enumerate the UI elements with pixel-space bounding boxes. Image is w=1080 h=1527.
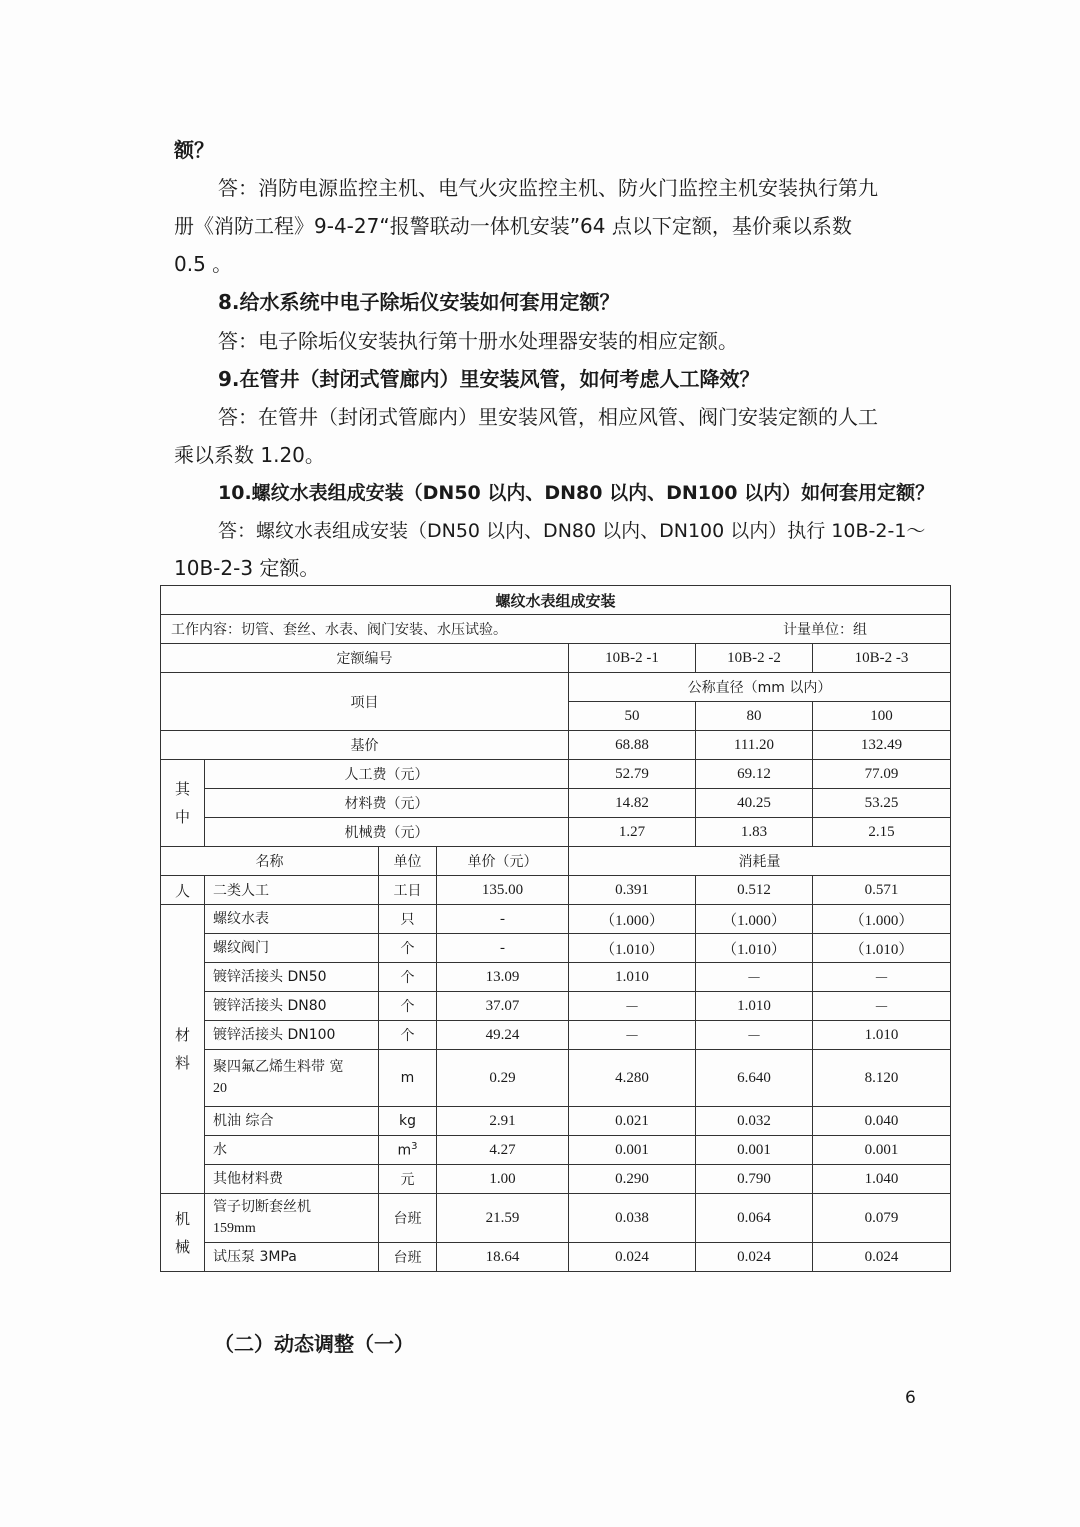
item-name-text-2: 20 xyxy=(213,1081,227,1096)
consumption-cell: － xyxy=(569,992,696,1021)
code-cell: 10B-2 -2 xyxy=(696,644,813,673)
item-name-text: 镀锌活接头 DN100 xyxy=(213,1027,336,1043)
consumption-cell: － xyxy=(569,1021,696,1050)
cost-cell: 40.25 xyxy=(696,789,813,818)
quota-table xyxy=(160,585,951,1272)
item-unit-text: 个 xyxy=(400,999,415,1015)
item-unit-text: kg xyxy=(399,1113,416,1129)
item-unit xyxy=(379,1165,437,1194)
question-10: 10.螺纹水表组成安装（DN50 以内、DN80 以内、DN100 以内）如何套用定额？ xyxy=(218,482,935,504)
consumption-cell: 0.024 xyxy=(813,1243,951,1272)
item-unit xyxy=(379,1107,437,1136)
item-price: 13.09 xyxy=(437,963,569,992)
labor-row xyxy=(161,876,951,905)
item-unit xyxy=(379,1021,437,1050)
consumption-cell: 0.290 xyxy=(569,1165,696,1194)
unit-header: 单位 xyxy=(379,847,437,876)
item-name xyxy=(205,934,379,963)
of-which-label xyxy=(161,760,205,847)
consumption-cell: 0.079 xyxy=(813,1194,951,1243)
item-unit xyxy=(379,1050,437,1107)
price-header: 单价（元） xyxy=(437,847,569,876)
item-unit-superscript: 3 xyxy=(411,1141,418,1153)
consumption-cell: （1.000） xyxy=(569,905,696,934)
item-unit-text: 只 xyxy=(400,912,415,928)
item-price: 21.59 xyxy=(437,1194,569,1243)
measurement-unit: 计量单位：组 xyxy=(783,622,867,638)
material-row xyxy=(161,934,951,963)
item-name: 二类人工 xyxy=(205,876,379,905)
material-row xyxy=(161,992,951,1021)
cost-cell: 1.83 xyxy=(696,818,813,847)
consumption-cell: 0.512 xyxy=(696,876,813,905)
consumption-cell: （1.000） xyxy=(813,905,951,934)
cost-label: 材料费（元） xyxy=(205,789,569,818)
diameter-cell: 80 xyxy=(696,702,813,731)
code-label: 定额编号 xyxy=(161,644,569,673)
consumption-cell: 4.280 xyxy=(569,1050,696,1107)
consumption-cell: 0.032 xyxy=(696,1107,813,1136)
item-price: 4.27 xyxy=(437,1136,569,1165)
item-price: 1.00 xyxy=(437,1165,569,1194)
item-name-text-2: 159mm xyxy=(213,1221,256,1236)
consumption-cell: 0.040 xyxy=(813,1107,951,1136)
consumption-cell: 0.038 xyxy=(569,1194,696,1243)
question-8: 8.给水系统中电子除垢仪安装如何套用定额？ xyxy=(218,290,620,314)
material-row xyxy=(161,905,951,934)
consumption-cell: （1.000） xyxy=(696,905,813,934)
item-unit-text: m xyxy=(400,1070,415,1086)
code-cell: 10B-2 -3 xyxy=(813,644,951,673)
cost-label: 机械费（元） xyxy=(205,818,569,847)
consumption-cell: 1.040 xyxy=(813,1165,951,1194)
work-content-row xyxy=(161,615,951,644)
item-name xyxy=(205,1107,379,1136)
answer-10-line-1: 答：螺纹水表组成安装（DN50 以内、DN80 以内、DN100 以内）执行 10B-2-1～ xyxy=(218,520,926,542)
consumption-header-row xyxy=(161,847,951,876)
answer-7-line-3: 0.5 。 xyxy=(174,252,233,276)
item-price: 49.24 xyxy=(437,1021,569,1050)
base-price-cell: 132.49 xyxy=(813,731,951,760)
consumption-cell: 8.120 xyxy=(813,1050,951,1107)
item-name xyxy=(205,1050,379,1107)
consumption-cell: 0.391 xyxy=(569,876,696,905)
item-price: 37.07 xyxy=(437,992,569,1021)
item-name xyxy=(205,1243,379,1272)
item-name xyxy=(205,1194,379,1243)
item-unit-text: 个 xyxy=(400,1028,415,1044)
base-price-cell: 68.88 xyxy=(569,731,696,760)
materials-group-label xyxy=(161,905,205,1194)
item-price: 2.91 xyxy=(437,1107,569,1136)
machines-group-label xyxy=(161,1194,205,1272)
item-unit-text: 个 xyxy=(400,941,415,957)
item-unit xyxy=(379,963,437,992)
answer-10-line-2: 10B-2-3 定额。 xyxy=(174,556,320,580)
paragraph-continuation: 额？ xyxy=(174,138,214,162)
group-char: 料 xyxy=(174,1054,190,1072)
base-price-label: 基价 xyxy=(161,731,569,760)
cost-row xyxy=(161,789,951,818)
cost-cell: 1.27 xyxy=(569,818,696,847)
group-char: 机 xyxy=(174,1209,190,1228)
diameter-cell: 100 xyxy=(813,702,951,731)
material-row xyxy=(161,1165,951,1194)
item-unit xyxy=(379,1194,437,1243)
name-header: 名称 xyxy=(161,847,379,876)
item-unit xyxy=(379,905,437,934)
item-name-text: 镀锌活接头 DN80 xyxy=(213,998,327,1014)
cost-cell: 77.09 xyxy=(813,760,951,789)
item-price: 135.00 xyxy=(437,876,569,905)
work-content: 工作内容：切管、套丝、水表、阀门安装、水压试验。 xyxy=(171,622,507,638)
diameter-label-row xyxy=(161,673,951,702)
consumption-cell: － xyxy=(696,1021,813,1050)
consumption-cell: 0.001 xyxy=(569,1136,696,1165)
cost-row xyxy=(161,760,951,789)
item-name-text: 水 xyxy=(213,1142,227,1158)
machine-row xyxy=(161,1243,951,1272)
item-label: 项目 xyxy=(161,673,569,731)
code-row xyxy=(161,644,951,673)
material-row xyxy=(161,1136,951,1165)
answer-7-line-2: 册《消防工程》9-4-27“报警联动一体机安装”64 点以下定额，基价乘以系数 xyxy=(174,214,852,238)
material-row xyxy=(161,1050,951,1107)
base-price-cell: 111.20 xyxy=(696,731,813,760)
item-price: - xyxy=(437,905,569,934)
item-price: - xyxy=(437,934,569,963)
consumption-cell: － xyxy=(813,963,951,992)
cost-cell: 14.82 xyxy=(569,789,696,818)
group-char: 械 xyxy=(174,1237,190,1256)
item-unit-text: 个 xyxy=(400,970,415,986)
consumption-cell: 0.790 xyxy=(696,1165,813,1194)
material-row xyxy=(161,963,951,992)
consumption-cell: 1.010 xyxy=(696,992,813,1021)
base-price-row xyxy=(161,731,951,760)
diameter-label: 公称直径（mm 以内） xyxy=(569,673,951,702)
cost-label: 人工费（元） xyxy=(205,760,569,789)
question-9: 9.在管井（封闭式管廊内）里安装风管，如何考虑人工降效？ xyxy=(218,367,760,391)
consumption-cell: 0.021 xyxy=(569,1107,696,1136)
item-name-text: 机油 综合 xyxy=(213,1113,274,1129)
consumption-cell: 6.640 xyxy=(696,1050,813,1107)
cost-cell: 69.12 xyxy=(696,760,813,789)
code-cell: 10B-2 -1 xyxy=(569,644,696,673)
item-price: 0.29 xyxy=(437,1050,569,1107)
item-name-text: 试压泵 3MPa xyxy=(213,1249,297,1265)
consumption-header: 消耗量 xyxy=(569,847,951,876)
item-unit xyxy=(379,934,437,963)
table-title-row xyxy=(161,586,951,615)
item-name-text: 聚四氟乙烯生料带 宽 xyxy=(213,1059,344,1075)
of-which-char: 中 xyxy=(174,808,190,826)
cost-row xyxy=(161,818,951,847)
item-unit-text: 台班 xyxy=(393,1211,422,1227)
group-char: 材 xyxy=(174,1026,190,1044)
consumption-cell: 1.010 xyxy=(569,963,696,992)
cost-cell: 53.25 xyxy=(813,789,951,818)
item-unit-text: 元 xyxy=(400,1172,415,1188)
consumption-cell: 0.001 xyxy=(813,1136,951,1165)
item-name xyxy=(205,1165,379,1194)
page-number: 6 xyxy=(905,1388,916,1408)
consumption-cell: （1.010） xyxy=(569,934,696,963)
consumption-cell: 0.001 xyxy=(696,1136,813,1165)
item-unit: 工日 xyxy=(379,876,437,905)
material-row xyxy=(161,1021,951,1050)
item-price: 18.64 xyxy=(437,1243,569,1272)
labor-group-label: 人 xyxy=(161,876,205,905)
item-unit-text: m xyxy=(397,1142,412,1159)
item-name-text: 螺纹水表 xyxy=(213,911,269,927)
item-name-text: 镀锌活接头 DN50 xyxy=(213,969,327,985)
consumption-cell: （1.010） xyxy=(813,934,951,963)
of-which-char: 其 xyxy=(174,780,190,798)
machine-row xyxy=(161,1194,951,1243)
consumption-cell: 0.024 xyxy=(569,1243,696,1272)
consumption-cell: 1.010 xyxy=(813,1021,951,1050)
consumption-cell: 0.571 xyxy=(813,876,951,905)
answer-9-line-2: 乘以系数 1.20。 xyxy=(174,443,325,467)
consumption-cell: （1.010） xyxy=(696,934,813,963)
item-name xyxy=(205,992,379,1021)
consumption-cell: － xyxy=(813,992,951,1021)
item-unit-text: 台班 xyxy=(393,1250,422,1266)
item-name xyxy=(205,1021,379,1050)
item-name xyxy=(205,963,379,992)
table-title: 螺纹水表组成安装 xyxy=(161,586,951,615)
diameter-cell: 50 xyxy=(569,702,696,731)
cost-cell: 52.79 xyxy=(569,760,696,789)
answer-9-line-1: 答：在管井（封闭式管廊内）里安装风管，相应风管、阀门安装定额的人工 xyxy=(218,405,878,429)
item-name xyxy=(205,905,379,934)
item-unit xyxy=(379,992,437,1021)
item-name xyxy=(205,1136,379,1165)
item-name-text: 螺纹阀门 xyxy=(213,940,269,956)
item-unit xyxy=(379,1243,437,1272)
material-row xyxy=(161,1107,951,1136)
cost-cell: 2.15 xyxy=(813,818,951,847)
item-unit xyxy=(379,1136,437,1165)
consumption-cell: 0.024 xyxy=(696,1243,813,1272)
item-name-text: 管子切断套丝机 xyxy=(213,1199,311,1215)
consumption-cell: － xyxy=(696,963,813,992)
section-heading: （二）动态调整（一） xyxy=(214,1332,414,1356)
answer-8: 答：电子除垢仪安装执行第十册水处理器安装的相应定额。 xyxy=(218,329,738,353)
item-name-text: 其他材料费 xyxy=(213,1171,283,1187)
answer-7-line-1: 答：消防电源监控主机、电气火灾监控主机、防火门监控主机安装执行第九 xyxy=(218,176,878,200)
consumption-cell: 0.064 xyxy=(696,1194,813,1243)
